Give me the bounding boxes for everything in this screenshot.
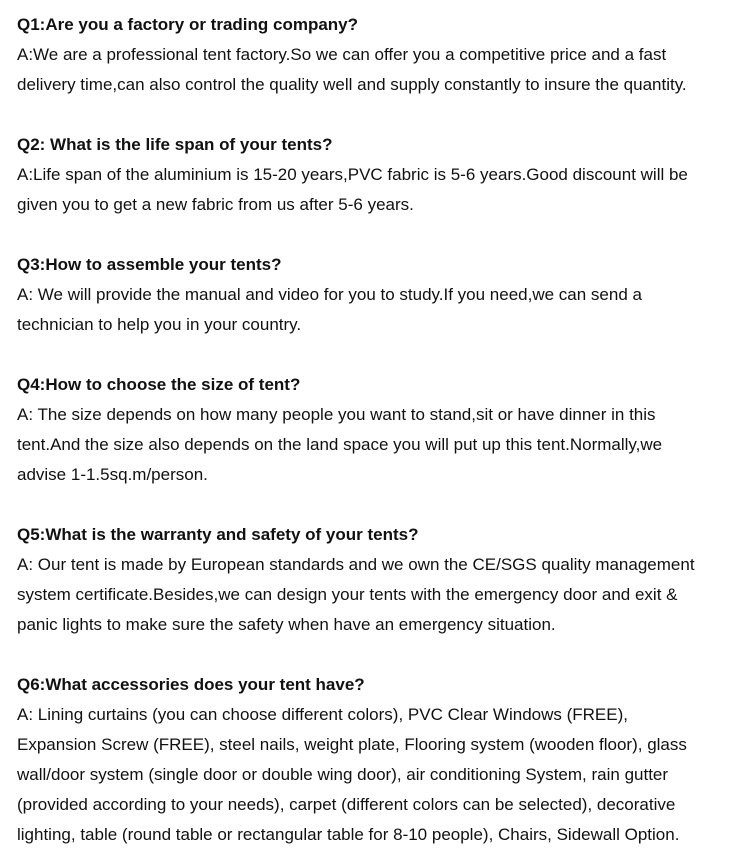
faq-question: Q2: What is the life span of your tents?	[17, 135, 333, 154]
faq-answer-line: delivery time,can also control the quality well and supply constantly to insure the quantity.	[17, 75, 687, 94]
faq-item-3	[17, 250, 733, 340]
faq-answer-line: A: Lining curtains (you can choose different colors), PVC Clear Windows (FREE),	[17, 705, 628, 724]
faq-question: Q5:What is the warranty and safety of your tents?	[17, 525, 419, 544]
faq-answer-line: A:Life span of the aluminium is 15-20 years,PVC fabric is 5-6 years.Good discount will be	[17, 165, 688, 184]
faq-answer-line: system certificate.Besides,we can design your tents with the emergency door and exit &	[17, 585, 678, 604]
faq-question: Q1:Are you a factory or trading company?	[17, 15, 359, 34]
faq-answer-line: lighting, table (round table or rectangular table for 8-10 people), Chairs, Sidewall Option.	[17, 825, 680, 844]
faq-answer-line: A: Our tent is made by European standards and we own the CE/SGS quality management	[17, 555, 695, 574]
faq-answer-line: given you to get a new fabric from us after 5-6 years.	[17, 195, 414, 214]
faq-answer-line: A:We are a professional tent factory.So we can offer you a competitive price and a fast	[17, 45, 667, 64]
faq-question: Q3:How to assemble your tents?	[17, 255, 282, 274]
faq-answer-line: panic lights to make sure the safety when have an emergency situation.	[17, 615, 556, 634]
faq-item-6	[17, 670, 733, 850]
faq-answer-line: technician to help you in your country.	[17, 315, 302, 334]
faq-question: Q6:What accessories does your tent have?	[17, 675, 365, 694]
faq-answer-line: Expansion Screw (FREE), steel nails, weight plate, Flooring system (wooden floor), glass	[17, 735, 687, 754]
faq-item-2	[17, 130, 733, 220]
faq-question: Q4:How to choose the size of tent?	[17, 375, 301, 394]
faq-answer-line: (provided according to your needs), carpet (different colors can be selected), decorative	[17, 795, 676, 814]
faq-answer-line: A: We will provide the manual and video for you to study.If you need,we can send a	[17, 285, 642, 304]
faq-item-4	[17, 370, 733, 490]
faq-answer-line: A: The size depends on how many people you want to stand,sit or have dinner in this	[17, 405, 656, 424]
faq-answer-line: wall/door system (single door or double wing door), air conditioning System, rain gutter	[17, 765, 669, 784]
faq-answer-line: tent.And the size also depends on the land space you will put up this tent.Normally,we	[17, 435, 663, 454]
faq-item-1	[17, 10, 733, 100]
faq-item-5	[17, 520, 733, 640]
faq-answer-line: advise 1-1.5sq.m/person.	[17, 465, 208, 484]
